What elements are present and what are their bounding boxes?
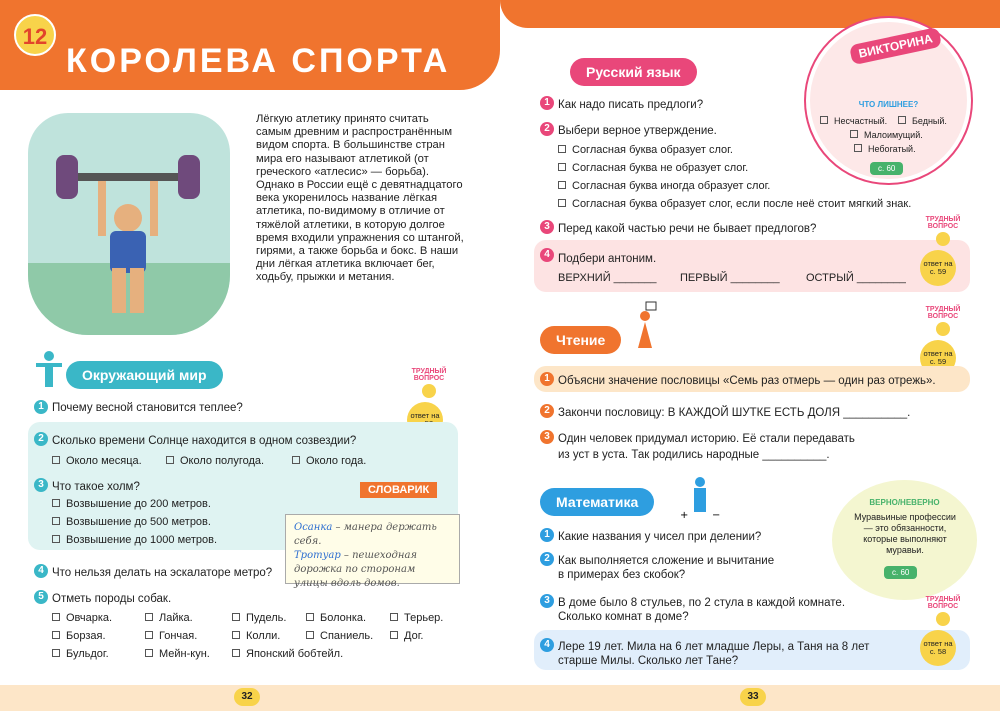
person-icon (34, 350, 64, 390)
option-checkbox[interactable]: Около месяца. (52, 455, 142, 468)
checkbox[interactable] (390, 631, 398, 639)
option-checkbox[interactable]: Бульдог. (52, 648, 109, 661)
checkbox[interactable] (52, 631, 60, 639)
math-question-4a: Лере 19 лет. Мила на 6 лет младше Леры, а Таня на 8 лет (558, 641, 870, 653)
checkbox[interactable] (306, 613, 314, 621)
option-checkbox[interactable]: Колли. (232, 630, 280, 643)
option-checkbox[interactable]: Согласная буква не образует слог. (558, 162, 748, 175)
question-number: 1 (540, 372, 554, 386)
question-number: 4 (540, 638, 554, 652)
rus-question-2: Выбери верное утверждение. (558, 125, 717, 137)
option-checkbox[interactable]: Борзая. (52, 630, 106, 643)
svg-text:+: + (680, 510, 689, 520)
section-matematika: Математика (540, 488, 654, 516)
math-question-2b: в примерах без скобок? (558, 569, 686, 581)
question-3: Что такое холм? (52, 481, 140, 493)
checkbox[interactable] (558, 199, 566, 207)
true-false-text: Муравьиные профессии — это обязанности, которые выполняют муравьи. (854, 512, 956, 555)
question-number: 2 (34, 432, 48, 446)
question-number: 4 (34, 564, 48, 578)
hard-question-label: ТРУДНЫЙ ВОПРОС (411, 368, 447, 382)
checkbox[interactable] (52, 517, 60, 525)
question-5: Отметь породы собак. (52, 593, 172, 605)
math-question-3b: Сколько комнат в доме? (558, 611, 689, 623)
hard-question-label: ТРУДНЫЙ ВОПРОС (925, 216, 961, 230)
dict-definition: – манера держать себя. (294, 522, 437, 547)
math-question-4b: старше Милы. Сколько лет Тане? (558, 655, 739, 667)
math-person-icon (680, 474, 720, 520)
checkbox[interactable] (52, 535, 60, 543)
quiz-option[interactable]: Бедный. (898, 116, 947, 126)
option-checkbox[interactable]: Овчарка. (52, 612, 112, 625)
lightbulb-icon (936, 232, 950, 246)
checkbox[interactable] (52, 499, 60, 507)
checkbox[interactable] (898, 116, 906, 124)
question-2: Сколько времени Солнце находится в одном созвездии? (52, 435, 357, 447)
option-checkbox[interactable]: Лайка. (145, 612, 193, 625)
quiz-answer-page: с. 60 (870, 162, 903, 175)
checkbox[interactable] (306, 631, 314, 639)
checkbox[interactable] (232, 613, 240, 621)
hard-question-badge (918, 306, 968, 338)
checkbox[interactable] (558, 163, 566, 171)
option-checkbox[interactable]: Возвышение до 200 метров. (52, 498, 211, 511)
antonym-blank[interactable]: ПЕРВЫЙ ________ (680, 272, 780, 284)
question-1: Почему весной становится теплее? (52, 402, 243, 414)
question-number: 1 (34, 400, 48, 414)
math-question-1: Какие названия у чисел при делении? (558, 531, 762, 543)
hard-question-label: ТРУДНЫЙ ВОПРОС (925, 596, 961, 610)
rus-question-3: Перед какой частью речи не бывает предлогов? (558, 223, 817, 235)
checkbox[interactable] (820, 116, 828, 124)
question-number: 3 (540, 430, 554, 444)
right-page (500, 0, 1000, 711)
checkbox[interactable] (292, 456, 300, 464)
option-checkbox[interactable]: Спаниель. (306, 630, 373, 643)
option-checkbox[interactable]: Дог. (390, 630, 423, 643)
checkbox[interactable] (166, 456, 174, 464)
question-number: 1 (540, 528, 554, 542)
quiz-title: ВИКТОРИНА (849, 27, 942, 66)
checkbox[interactable] (145, 631, 153, 639)
chapter-number: 12 (14, 14, 56, 56)
lightbulb-icon (936, 612, 950, 626)
checkbox[interactable] (145, 649, 153, 657)
page-number: 33 (740, 688, 766, 706)
checkbox[interactable] (558, 181, 566, 189)
checkbox[interactable] (232, 631, 240, 639)
quiz-option[interactable]: Небогатый. (854, 144, 916, 154)
lightbulb-icon (936, 322, 950, 336)
true-false-circle (832, 480, 977, 600)
dict-word: Тротуар (294, 550, 341, 561)
question-number: 2 (540, 122, 554, 136)
quiz-option[interactable]: Малоимущий. (850, 130, 923, 140)
quiz-circle (806, 18, 971, 183)
question-number: 4 (540, 248, 554, 262)
antonym-blank[interactable]: ВЕРХНИЙ _______ (558, 272, 657, 284)
quiz-option[interactable]: Несчастный. (820, 116, 887, 126)
section-russkiy-yazyk: Русский язык (570, 58, 697, 86)
option-checkbox[interactable]: Возвышение до 500 метров. (52, 516, 211, 529)
intro-text: Лёгкую атлетику принято считать самым древним и распространённым видом спорта. В большинстве стран мира его называют атлетикой (от греческого «атлесис» — борьба). Однако в России ещё с девятнадцатого века укоренилось название лёгкая атлетика, по-видимому в отличие от тяжёлой атлетики, в которую долгое время входили упражнения со штангой, гирями, а также борьба и бокс. В наши дни лёгкая атлетика включает бег, ходьбу, прыжки и метания. (256, 113, 464, 284)
question-number: 5 (34, 590, 48, 604)
checkbox[interactable] (232, 649, 240, 657)
hard-question-badge (918, 216, 968, 248)
read-question-3b: из уст в уста. Так родились народные __________. (558, 449, 830, 461)
option-checkbox[interactable]: Согласная буква иногда образует слог. (558, 180, 770, 193)
true-false-answer-page: с. 60 (884, 566, 917, 579)
checkbox[interactable] (52, 456, 60, 464)
question-number: 2 (540, 404, 554, 418)
option-checkbox[interactable]: Японский бобтейл. (232, 648, 343, 661)
option-checkbox[interactable]: Болонка. (306, 612, 366, 625)
weightlifter-illustration (28, 113, 230, 335)
section-chtenie: Чтение (540, 326, 621, 354)
option-checkbox[interactable]: Мейн-кун. (145, 648, 210, 661)
checkbox[interactable] (850, 130, 858, 138)
dict-word: Осанка (294, 522, 333, 533)
checkbox[interactable] (390, 613, 398, 621)
answer-page-badge: ответ на с. 59 (920, 250, 956, 286)
option-checkbox[interactable]: Около полугода. (166, 455, 264, 468)
read-question-3a: Один человек придумал историю. Её стали передавать (558, 433, 855, 445)
reader-icon (630, 300, 660, 350)
checkbox[interactable] (52, 649, 60, 657)
read-question-1: Объясни значение пословицы «Семь раз отмерь — один раз отрежь». (558, 375, 936, 387)
hard-question-badge (918, 596, 968, 628)
question-number: 3 (34, 478, 48, 492)
answer-page-badge: ответ на с. 58 (920, 630, 956, 666)
read-question-2: Закончи пословицу: В КАЖДОЙ ШУТКЕ ЕСТЬ ДОЛЯ __________. (558, 407, 911, 419)
chapter-title: КОРОЛЕВА СПОРТА (66, 42, 451, 80)
option-checkbox[interactable]: Возвышение до 1000 метров. (52, 534, 217, 547)
svg-text:−: − (712, 510, 720, 520)
math-question-3a: В доме было 8 стульев, по 2 стула в каждой комнате. (558, 597, 846, 609)
option-checkbox[interactable]: Терьер. (390, 612, 443, 625)
true-false-title: ВЕРНО/НЕВЕРНО (869, 498, 940, 507)
section-okruzhayushchiy-mir: Окружающий мир (66, 361, 223, 389)
header-band (500, 0, 1000, 28)
hard-question-label: ТРУДНЫЙ ВОПРОС (925, 306, 961, 320)
page-number: 32 (234, 688, 260, 706)
checkbox[interactable] (52, 613, 60, 621)
dictionary-label: СЛОВАРИК (360, 482, 437, 498)
option-checkbox[interactable]: Гончая. (145, 630, 197, 643)
question-number: 2 (540, 552, 554, 566)
question-4: Что нельзя делать на эскалаторе метро? (52, 567, 273, 579)
option-checkbox[interactable]: Согласная буква образует слог. (558, 144, 733, 157)
quiz-subtitle: ЧТО ЛИШНЕЕ? (858, 100, 919, 109)
rus-question-1: Как надо писать предлоги? (558, 99, 704, 111)
checkbox[interactable] (558, 145, 566, 153)
option-checkbox[interactable]: Пудель. (232, 612, 286, 625)
antonym-blank[interactable]: ОСТРЫЙ ________ (806, 272, 906, 284)
math-question-2a: Как выполняется сложение и вычитание (558, 555, 775, 567)
question-number: 1 (540, 96, 554, 110)
question-number: 3 (540, 220, 554, 234)
checkbox[interactable] (854, 144, 862, 152)
question-number: 3 (540, 594, 554, 608)
answer-page-badge: ответ на с. 59 (920, 340, 956, 376)
hard-question-badge (404, 368, 454, 400)
rus-question-4: Подбери антоним. (558, 253, 657, 265)
dict-definition: – пешеходная дорожка по сторонам улицы вдоль домов. (294, 550, 418, 589)
option-checkbox[interactable]: Согласная буква образует слог, если после неё стоит мягкий знак. (558, 198, 911, 211)
checkbox[interactable] (145, 613, 153, 621)
answer-page-badge: ответ на (407, 402, 443, 438)
lightbulb-icon (422, 384, 436, 398)
option-checkbox[interactable]: Около года. (292, 455, 366, 468)
dictionary-note (285, 514, 460, 589)
